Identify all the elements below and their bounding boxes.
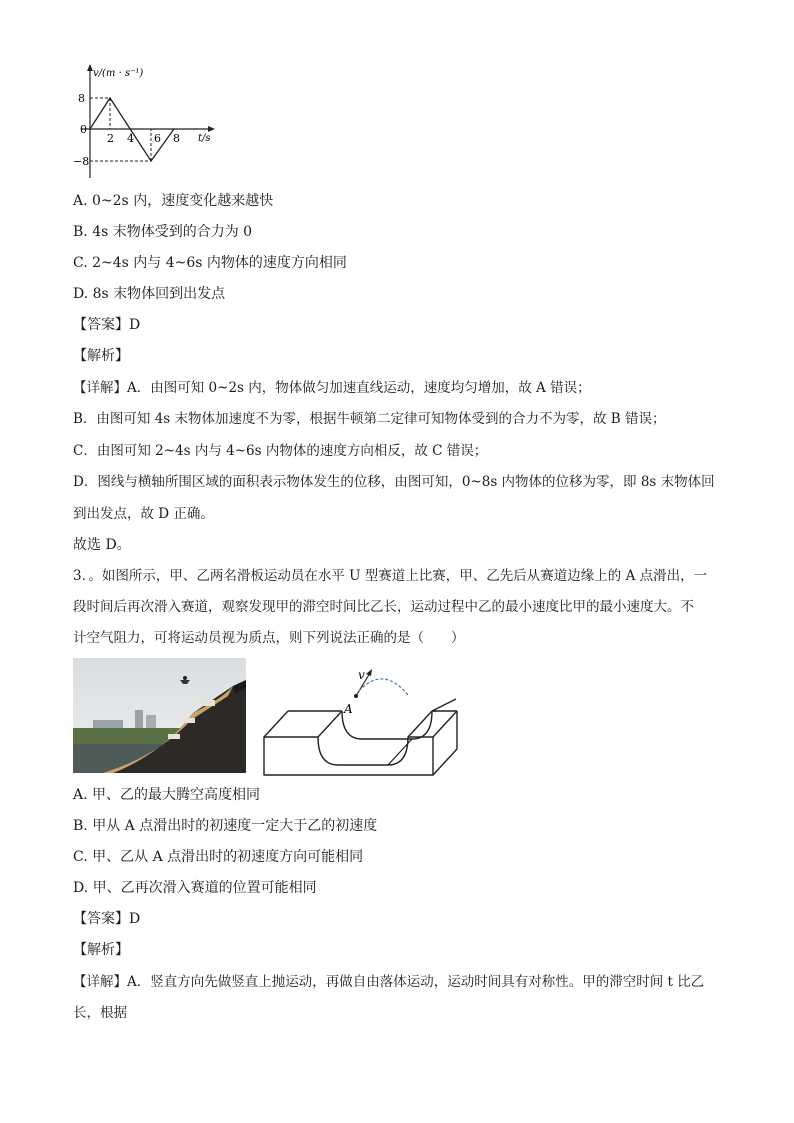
skateboard-ramp-photo	[73, 658, 246, 773]
q3-detail-a: 【详解】A．竖直方向先做竖直上抛运动，再做自由落体运动，运动时间具有对称性。甲的滞空时间 t 比乙	[73, 974, 705, 990]
x-tick-2: 2	[107, 132, 114, 145]
point-a-label: A	[344, 702, 353, 716]
velocity-label: v	[358, 668, 365, 682]
x-axis-label: t/s	[198, 133, 211, 144]
q2-option-d: D. 8s 末物体回到出发点	[73, 286, 226, 302]
q3-stem-line-1: 3．。如图所示，甲、乙两名滑板运动员在水平 U 型赛道上比赛，甲、乙先后从赛道边缘上的 A 点滑出，一	[73, 568, 708, 584]
q3-option-c: C. 甲、乙从 A 点滑出时的初速度方向可能相同	[73, 849, 364, 865]
q2-detail-c: C．由图可知 2~4s 内与 4~6s 内物体的速度方向相反，故 C 错误；	[73, 443, 488, 459]
y-tick-8: 8	[78, 92, 85, 105]
q2-option-a: A. 0~2s 内，速度变化越来越快	[73, 193, 274, 209]
q3-answer: 【答案】D	[73, 911, 141, 927]
q2-analysis-heading: 【解析】	[73, 348, 129, 364]
q2-option-b: B. 4s 末物体受到的合力为 0	[73, 224, 253, 240]
origin-label: 0	[80, 123, 87, 136]
q3-analysis-heading: 【解析】	[73, 942, 129, 958]
q2-answer: 【答案】D	[73, 317, 141, 333]
y-axis-label: v/(m · s⁻¹)	[93, 68, 144, 79]
q3-stem-line-3: 计空气阻力，可将运动员视为质点，则下列说法正确的是（ ）	[73, 630, 465, 646]
velocity-time-graph	[73, 60, 223, 189]
q2-option-c: C. 2~4s 内与 4~6s 内物体的速度方向相同	[73, 255, 347, 271]
q2-detail-a: 【详解】A．由图可知 0~2s 内，物体做匀加速直线运动，速度均匀增加，故 A 错误；	[73, 380, 591, 396]
q3-option-a: A. 甲、乙的最大腾空高度相同	[73, 787, 261, 803]
q2-detail-b: B．由图可知 4s 末物体加速度不为零，根据牛顿第二定律可知物体受到的合力不为零，故 B 错误；	[73, 411, 666, 427]
x-tick-4: 4	[127, 132, 134, 145]
q2-detail-d-cont: 到出发点，故 D 正确。	[73, 506, 214, 522]
x-tick-6: 6	[154, 132, 161, 145]
q3-option-b: B. 甲从 A 点滑出时的初速度一定大于乙的初速度	[73, 818, 378, 834]
q3-stem-line-2: 段时间后再次滑入赛道，观察发现甲的滞空时间比乙长，运动过程中乙的最小速度比甲的最小速度大。不	[73, 599, 694, 615]
u-ramp-diagram	[258, 663, 458, 782]
q2-detail-d: D．图线与横轴所围区域的面积表示物体发生的位移，由图可知，0~8s 内物体的位移为零，即 8s 末物体回	[73, 474, 715, 490]
q2-conclusion: 故选 D。	[73, 537, 131, 553]
q3-detail-a-cont: 长，根据	[73, 1005, 127, 1021]
y-tick-neg8: −8	[73, 155, 90, 168]
q3-option-d: D. 甲、乙再次滑入赛道的位置可能相同	[73, 880, 317, 896]
x-tick-8: 8	[173, 132, 180, 145]
